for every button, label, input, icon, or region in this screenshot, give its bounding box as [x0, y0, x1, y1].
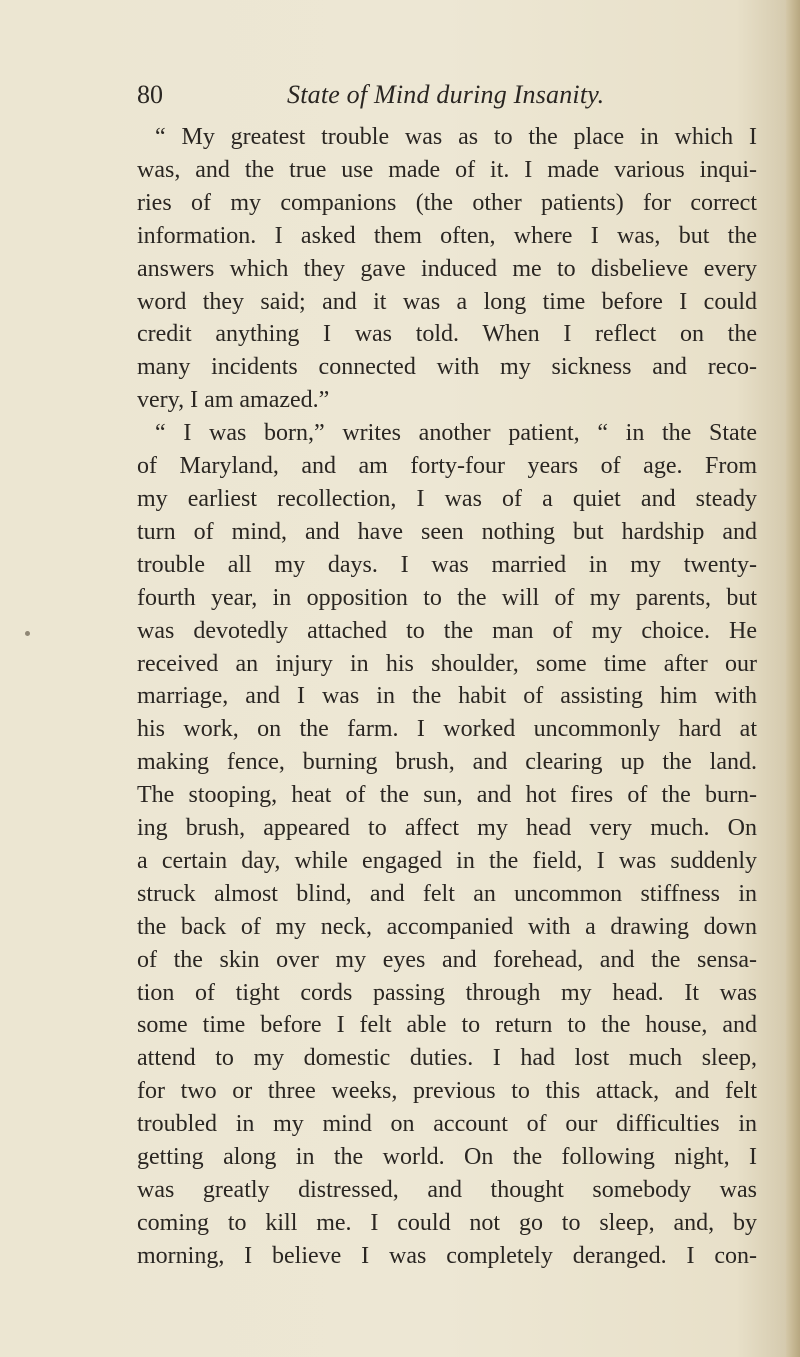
text-line: was greatly distressed, and thought somebody was: [137, 1177, 757, 1203]
text-line: some time before I felt able to return to the house, and: [137, 1012, 757, 1039]
text-line: his work, on the farm. I worked uncommonly hard at: [137, 716, 757, 743]
text-line: the back of my neck, accompanied with a drawing down: [137, 913, 757, 940]
text-line: trouble all my days. I was married in my twenty-: [137, 551, 757, 578]
text-line: troubled in my mind on account of our difficulties in: [137, 1111, 757, 1138]
text-line: of the skin over my eyes and forehead, and the sensa-: [137, 946, 757, 973]
text-line: tion of tight cords passing through my head. It was: [137, 979, 757, 1006]
body-text: [137, 121, 757, 1273]
text-line: credit anything I was told. When I reflect on the: [137, 321, 757, 348]
text-line: received an injury in his shoulder, some time after our: [137, 650, 757, 677]
text-line: morning, I believe I was completely deranged. I con-: [137, 1242, 757, 1269]
text-line: information. I asked them often, where I was, but the: [137, 222, 757, 249]
text-line: marriage, and I was in the habit of assisting him with: [137, 683, 757, 710]
text-line: was, and the true use made of it. I made various inqui-: [137, 156, 757, 183]
page-edge-shadow: [786, 0, 800, 1357]
text-line: fourth year, in opposition to the will of my parents, but: [137, 584, 757, 611]
text-line: “ I was born,” writes another patient, “ in the State: [155, 420, 757, 447]
ink-spot: [25, 631, 30, 636]
text-line: attend to my domestic duties. I had lost much sleep,: [137, 1045, 757, 1072]
text-line: coming to kill me. I could not go to sleep, and, by: [137, 1209, 757, 1236]
text-line: struck almost blind, and felt an uncommon stiffness in: [137, 880, 757, 907]
text-line: making fence, burning brush, and clearing up the land.: [137, 749, 757, 776]
text-line: The stooping, heat of the sun, and hot fires of the burn-: [137, 782, 757, 809]
text-line: was devotedly attached to the man of my choice. He: [137, 617, 757, 644]
text-line: for two or three weeks, previous to this attack, and felt: [137, 1078, 757, 1105]
text-line: a certain day, while engaged in the field, I was suddenly: [137, 847, 757, 874]
running-title: State of Mind during Insanity.: [287, 80, 605, 109]
page-header: [137, 80, 757, 116]
text-line: many incidents connected with my sickness and reco-: [137, 354, 757, 381]
text-line: my earliest recollection, I was of a quiet and steady: [137, 485, 757, 512]
text-line: word they said; and it was a long time before I could: [137, 288, 757, 315]
text-line: of Maryland, and am forty-four years of age. From: [137, 453, 757, 480]
text-line: ing brush, appeared to affect my head very much. On: [137, 815, 757, 842]
text-line: turn of mind, and have seen nothing but hardship and: [137, 518, 757, 545]
text-line: very, I am amazed.”: [137, 387, 330, 414]
text-line: answers which they gave induced me to disbelieve every: [137, 255, 757, 282]
page-number: 80: [137, 80, 163, 109]
text-line: getting along in the world. On the following night, I: [137, 1144, 757, 1171]
text-line: ries of my companions (the other patients) for correct: [137, 189, 757, 216]
text-line: “ My greatest trouble was as to the place in which I: [155, 124, 757, 150]
